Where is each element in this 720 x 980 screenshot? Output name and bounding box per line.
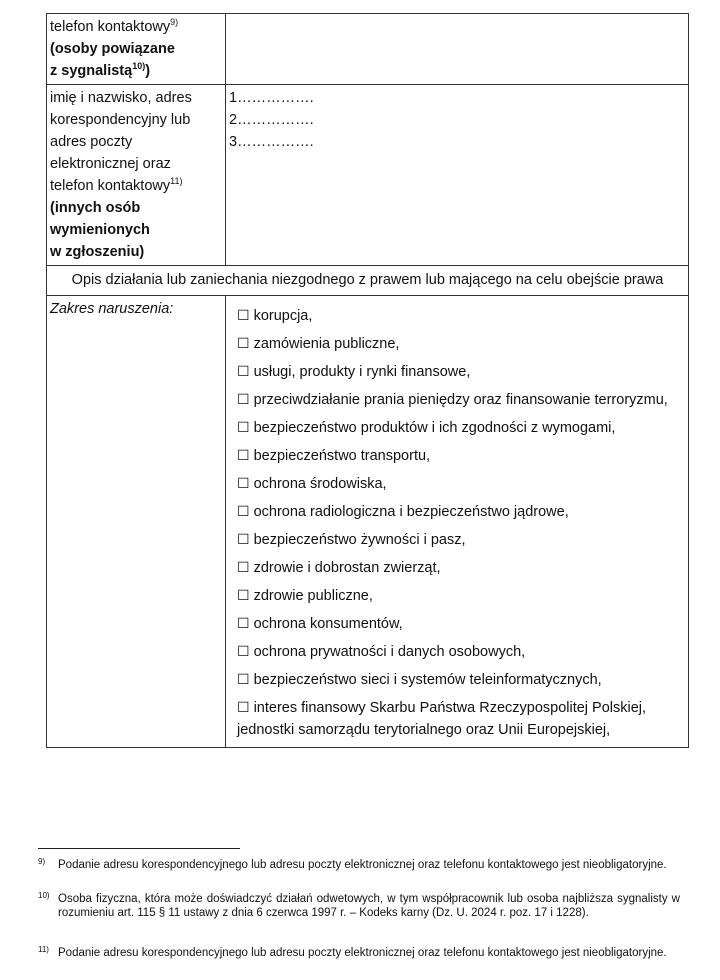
scope-option[interactable] bbox=[237, 305, 685, 327]
scope-option[interactable] bbox=[237, 669, 685, 691]
scope-option-label: ochrona radiologiczna i bezpieczeństwo jądrowe, bbox=[253, 504, 569, 520]
scope-label: Zakres naruszenia: bbox=[50, 301, 174, 317]
other-persons-field[interactable] bbox=[226, 85, 689, 266]
scope-options-list bbox=[229, 305, 685, 741]
related-persons-bold-2: z sygnalistą bbox=[50, 63, 133, 79]
scope-option-label: bezpieczeństwo transportu, bbox=[253, 448, 431, 464]
footnote-10 bbox=[38, 892, 680, 920]
scope-option[interactable] bbox=[237, 417, 685, 439]
checkbox-icon[interactable]: ☐ bbox=[237, 476, 250, 492]
checkbox-icon[interactable]: ☐ bbox=[237, 392, 250, 408]
other-line-4: elektronicznej oraz bbox=[50, 156, 171, 172]
scope-option-label: interes finansowy Skarbu Państwa Rzeczypospolitej Polskiej, jednostki samorządu terytorialnego oraz Unii Europejskiej, bbox=[237, 700, 647, 738]
other-bold-1: (innych osób bbox=[50, 200, 141, 216]
footnote-text: Osoba fizyczna, która może doświadczyć działań odwetowych, w tym współpracownik lub osoba najbliższa sygnalisty w rozumieniu art. 115 § 11 ustawy z dnia 6 czerwca 1997 r. – Kodeks karny (Dz. U. 2024 r. poz. 17 i 1228). bbox=[58, 893, 680, 919]
scope-option[interactable] bbox=[237, 445, 685, 467]
dotted-entry-1[interactable]: 1……………. bbox=[229, 90, 314, 106]
scope-option-label: zamówienia publiczne, bbox=[253, 336, 400, 352]
scope-option-label: ochrona konsumentów, bbox=[253, 616, 403, 632]
checkbox-icon[interactable]: ☐ bbox=[237, 672, 250, 688]
checkbox-icon[interactable]: ☐ bbox=[237, 532, 250, 548]
scope-option-label: bezpieczeństwo produktów i ich zgodności z wymogami, bbox=[253, 420, 616, 436]
related-persons-row bbox=[47, 14, 689, 85]
other-bold-2: wymienionych bbox=[50, 222, 150, 238]
scope-option-label: przeciwdziałanie prania pieniędzy oraz finansowanie terroryzmu, bbox=[253, 392, 668, 408]
phone-label: telefon kontaktowy bbox=[50, 19, 171, 35]
scope-option-label: bezpieczeństwo żywności i pasz, bbox=[253, 532, 466, 548]
scope-option-label: ochrona środowiska, bbox=[253, 476, 387, 492]
dotted-entry-2[interactable]: 2……………. bbox=[229, 112, 314, 128]
scope-option[interactable] bbox=[237, 641, 685, 663]
footnote-number: 11) bbox=[38, 945, 49, 954]
footnote-number: 10) bbox=[38, 891, 50, 900]
related-persons-label bbox=[47, 14, 226, 85]
scope-option-label: korupcja, bbox=[253, 308, 313, 324]
footnote-ref-9: 9) bbox=[170, 17, 179, 28]
footnote-ref-10: 10) bbox=[132, 61, 146, 72]
checkbox-icon[interactable]: ☐ bbox=[237, 616, 250, 632]
footnote-separator bbox=[38, 848, 240, 849]
footnote-9 bbox=[38, 858, 680, 872]
related-persons-bold-1: (osoby powiązane bbox=[50, 41, 175, 57]
scope-option[interactable] bbox=[237, 613, 685, 635]
scope-option-label: usługi, produkty i rynki finansowe, bbox=[253, 364, 471, 380]
scope-option-label: bezpieczeństwo sieci i systemów teleinformatycznych, bbox=[253, 672, 602, 688]
section-header: Opis działania lub zaniechania niezgodnego z prawem lub mającego na celu obejście prawa bbox=[47, 266, 689, 296]
dotted-entry-3[interactable]: 3……………. bbox=[229, 134, 314, 150]
other-bold-3: w zgłoszeniu) bbox=[50, 244, 145, 260]
other-persons-label bbox=[47, 85, 226, 266]
scope-option[interactable] bbox=[237, 361, 685, 383]
checkbox-icon[interactable]: ☐ bbox=[237, 700, 250, 716]
footnote-11 bbox=[38, 946, 680, 960]
section-header-row bbox=[47, 266, 689, 296]
scope-options-cell bbox=[226, 296, 689, 748]
checkbox-icon[interactable]: ☐ bbox=[237, 364, 250, 380]
scope-option-label: ochrona prywatności i danych osobowych, bbox=[253, 644, 526, 660]
other-line-2: korespondencyjny lub bbox=[50, 112, 191, 128]
scope-option[interactable] bbox=[237, 473, 685, 495]
footnote-text: Podanie adresu korespondencyjnego lub adresu poczty elektronicznej oraz telefonu kontaktowego jest nieobligatoryjne. bbox=[58, 859, 667, 871]
checkbox-icon[interactable]: ☐ bbox=[237, 560, 250, 576]
other-line-1: imię i nazwisko, adres bbox=[50, 90, 192, 106]
scope-option[interactable] bbox=[237, 389, 685, 411]
related-persons-field[interactable] bbox=[226, 14, 689, 85]
checkbox-icon[interactable]: ☐ bbox=[237, 644, 250, 660]
bold-close-paren: ) bbox=[145, 63, 151, 79]
checkbox-icon[interactable]: ☐ bbox=[237, 308, 250, 324]
scope-option[interactable] bbox=[237, 697, 685, 741]
checkbox-icon[interactable]: ☐ bbox=[237, 420, 250, 436]
scope-option[interactable] bbox=[237, 585, 685, 607]
scope-label-cell bbox=[47, 296, 226, 748]
scope-option-label: zdrowie publiczne, bbox=[253, 588, 373, 604]
other-line-3: adres poczty bbox=[50, 134, 133, 150]
footnote-ref-11: 11) bbox=[170, 176, 183, 187]
checkbox-icon[interactable]: ☐ bbox=[237, 448, 250, 464]
scope-option[interactable] bbox=[237, 333, 685, 355]
scope-option[interactable] bbox=[237, 557, 685, 579]
footnote-text: Podanie adresu korespondencyjnego lub adresu poczty elektronicznej oraz telefonu kontaktowego jest nieobligatoryjne. bbox=[58, 947, 667, 959]
checkbox-icon[interactable]: ☐ bbox=[237, 504, 250, 520]
footnote-number: 9) bbox=[38, 857, 46, 866]
scope-row bbox=[47, 296, 689, 748]
checkbox-icon[interactable]: ☐ bbox=[237, 336, 250, 352]
whistleblower-form-table bbox=[46, 13, 689, 748]
other-persons-row bbox=[47, 85, 689, 266]
scope-option[interactable] bbox=[237, 501, 685, 523]
other-phone-label: telefon kontaktowy bbox=[50, 178, 171, 194]
scope-option-label: zdrowie i dobrostan zwierząt, bbox=[253, 560, 441, 576]
checkbox-icon[interactable]: ☐ bbox=[237, 588, 250, 604]
scope-option[interactable] bbox=[237, 529, 685, 551]
